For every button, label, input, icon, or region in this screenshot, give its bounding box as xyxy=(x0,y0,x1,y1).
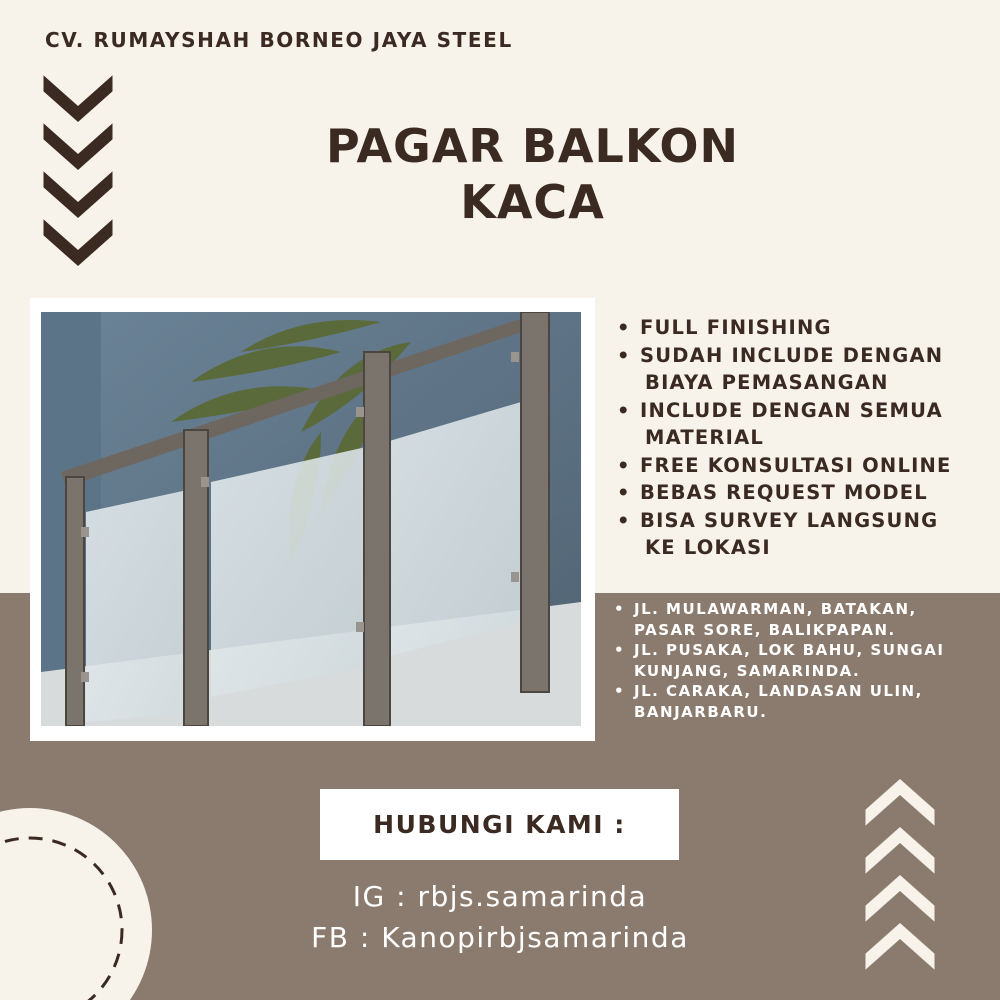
address-text-continued: KUNJANG, SAMARINDA. xyxy=(634,661,861,680)
feature-text-continued: MATERIAL xyxy=(645,426,764,449)
feature-list xyxy=(615,314,1000,562)
address-list xyxy=(612,599,1000,722)
circle-decoration-icon xyxy=(0,780,160,1000)
feature-text-continued: BIAYA PEMASANGAN xyxy=(645,371,889,394)
address-text-continued: BANJARBARU. xyxy=(634,702,768,721)
feature-item xyxy=(615,452,1000,480)
page-title xyxy=(300,118,765,230)
feature-item xyxy=(615,479,1000,507)
feature-text: FREE KONSULTASI ONLINE xyxy=(640,453,952,477)
feature-text-continued: KE LOKASI xyxy=(645,536,771,559)
address-item xyxy=(612,681,1000,722)
address-item xyxy=(612,640,1000,681)
title-line-2: KACA xyxy=(460,175,605,229)
address-text-continued: PASAR SORE, BALIKPAPAN. xyxy=(634,620,896,639)
instagram-handle[interactable]: IG : rbjs.samarinda xyxy=(352,880,648,913)
feature-text: BISA SURVEY LANGSUNG xyxy=(640,508,939,532)
contact-label: HUBUNGI KAMI : xyxy=(373,810,626,839)
chevron-up-decoration-icon xyxy=(862,775,938,980)
address-text: JL. CARAKA, LANDASAN ULIN, xyxy=(634,682,923,700)
address-text: JL. PUSAKA, LOK BAHU, SUNGAI xyxy=(634,641,945,659)
glass-balcony-photo xyxy=(41,312,581,726)
feature-item xyxy=(615,342,1000,397)
address-text: JL. MULAWARMAN, BATAKAN, xyxy=(634,600,917,618)
feature-text: SUDAH INCLUDE DENGAN xyxy=(640,343,944,367)
chevron-down-decoration-icon xyxy=(40,66,116,276)
feature-item xyxy=(615,314,1000,342)
feature-text: INCLUDE DENGAN SEMUA xyxy=(640,398,943,422)
address-item xyxy=(612,599,1000,640)
contact-box xyxy=(320,789,679,860)
facebook-handle[interactable]: FB : Kanopirbjsamarinda xyxy=(311,921,689,954)
feature-item xyxy=(615,397,1000,452)
title-line-1: PAGAR BALKON xyxy=(325,119,740,173)
feature-text: BEBAS REQUEST MODEL xyxy=(640,481,928,504)
company-name: CV. RUMAYSHAH BORNEO JAYA STEEL xyxy=(45,28,513,52)
feature-text: FULL FINISHING xyxy=(640,316,832,339)
feature-item xyxy=(615,507,1000,562)
